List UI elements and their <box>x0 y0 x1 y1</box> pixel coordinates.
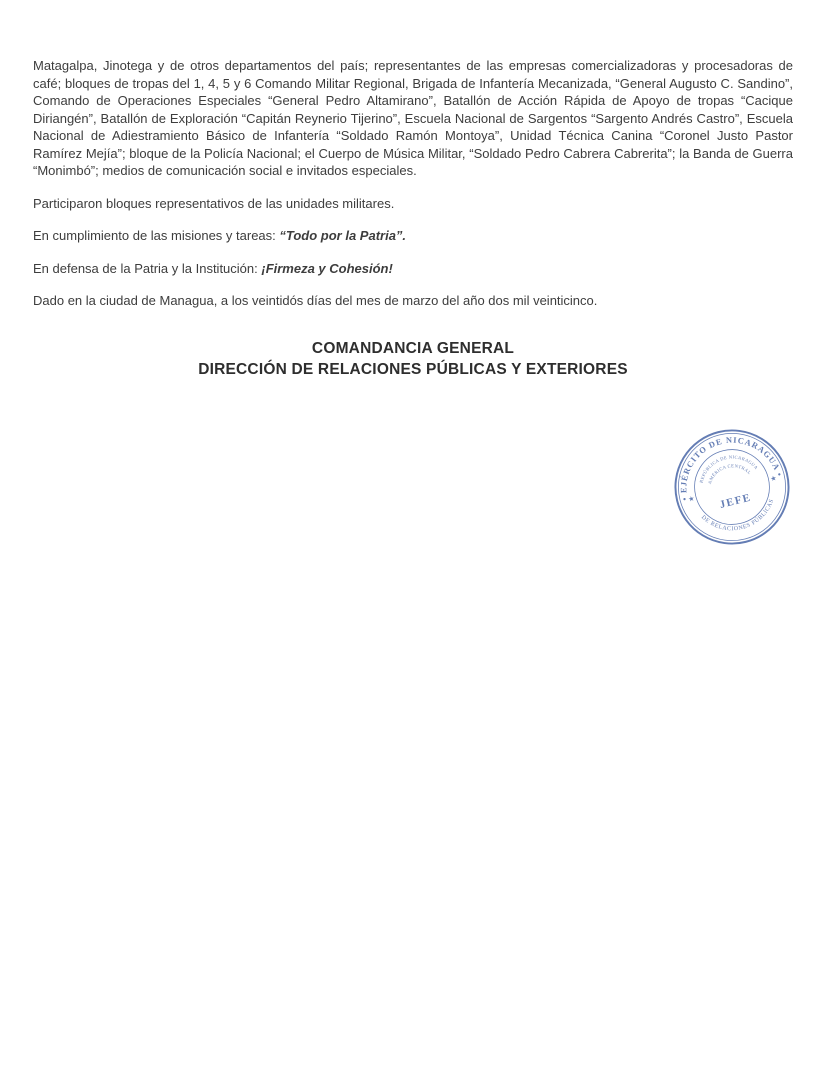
svg-text:• EJÉRCITO DE NICARAGUA • <box>668 424 785 504</box>
paragraph-defense-text: En defensa de la Patria y la Institución: <box>33 260 262 276</box>
paragraph-intro: Matagalpa, Jinotega y de otros departamentos del país; representantes de las empresas comercializadoras y procesadoras de café; bloques de tropas del 1, 4, 5 y 6 Comando Militar Regional, Brigada de Infantería Mecanizada, “General Augusto C. Sandino”, Comando de Operaciones Especiales “General Pedro Altamirano”, Batallón de Acción Rápida de Apoyo de tropas “Cacique Diriangén”, Batallón de Exploración “Capitán Reynerio Tijerino”, Escuela Nacional de Sargentos “Sargento Andrés Castro”, Escuela Nacional de Adiestramiento Básico de Infantería “Soldado Ramón Montoya”, Unidad Técnica Canina “Coronel Justo Pastor Ramírez Mejía”; bloque de la Policía Nacional; el Cuerpo de Música Militar, “Soldado Pedro Cabrera Cabrerita”; la Banda de Guerra “Monimbó”; medios de comunicación social e invitados especiales. <box>33 58 793 178</box>
paragraph-dateline: Dado en la ciudad de Managua, a los veintidós días del mes de marzo del año dos mil veinticinco. <box>33 293 598 308</box>
paragraph-participants: Participaron bloques representativos de las unidades militares. <box>33 195 395 211</box>
army-seal-icon <box>656 414 809 559</box>
document-body <box>33 57 793 380</box>
seal-outer-top-text: • EJÉRCITO DE NICARAGUA • <box>679 435 785 502</box>
paragraph-defense-motto: ¡Firmeza y Cohesión! <box>261 260 393 276</box>
document-heading <box>33 338 793 380</box>
paragraph-missions <box>33 227 793 245</box>
paragraph-defense <box>33 260 793 278</box>
paragraph-missions-text: En cumplimiento de las misiones y tareas: <box>33 228 280 243</box>
seal-center-text: JEFE <box>718 491 753 511</box>
seal-outer-bottom-text: DE RELACIONES PÚBLICAS <box>699 498 776 533</box>
seal-inner-arc2-text: AMÉRICA CENTRAL <box>706 463 753 485</box>
heading-line-direccion: DIRECCIÓN DE RELACIONES PÚBLICAS Y EXTERIORES <box>198 360 628 378</box>
official-seal <box>656 414 809 559</box>
seal-star-left-icon: ★ <box>687 495 696 504</box>
paragraph-missions-motto: “Todo por la Patria”. <box>279 228 407 243</box>
heading-line-comandancia: COMANDANCIA GENERAL <box>311 339 515 357</box>
seal-star-right-icon: ★ <box>769 474 778 484</box>
seal-inner-arc1-text: REPÚBLICA DE NICARAGUA <box>698 454 760 484</box>
